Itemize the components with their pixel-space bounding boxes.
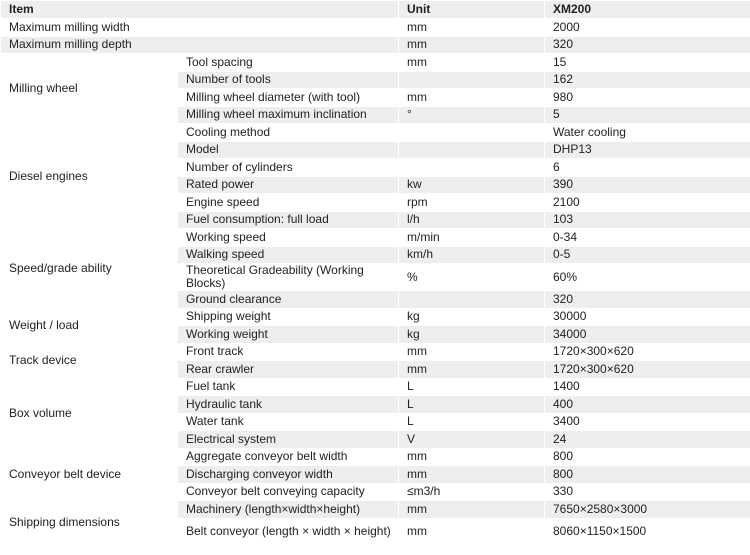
value-cell: 30000 — [545, 308, 750, 326]
param-cell: Rear crawler — [178, 361, 399, 379]
param-cell: Aggregate conveyor belt width — [178, 448, 399, 466]
unit-cell: ≤m3/h — [399, 483, 545, 501]
unit-cell: % — [399, 264, 545, 291]
param-cell: Discharging conveyor width — [178, 466, 399, 484]
param-cell: Tool spacing — [178, 54, 399, 72]
value-cell: 980 — [545, 89, 750, 107]
value-cell: 400 — [545, 396, 750, 414]
value-cell: 34000 — [545, 326, 750, 344]
unit-cell: L — [399, 378, 545, 396]
table-row — [1, 36, 750, 54]
unit-cell: mm — [399, 448, 545, 466]
value-cell: 3400 — [545, 413, 750, 431]
param-cell: Working speed — [178, 229, 399, 247]
unit-cell: mm — [399, 19, 545, 37]
value-cell: 2000 — [545, 19, 750, 37]
param-cell: Belt conveyor (length × width × height) — [178, 518, 399, 545]
param-cell: Shipping weight — [178, 308, 399, 326]
value-cell: 1720×300×620 — [545, 361, 750, 379]
param-cell: Theoretical Gradeability (Working Blocks) — [178, 264, 399, 291]
table-row — [1, 501, 750, 519]
param-cell: Number of cylinders — [178, 159, 399, 177]
unit-cell: rpm — [399, 194, 545, 212]
table-row — [1, 378, 750, 396]
param-cell: Cooling method — [178, 124, 399, 142]
unit-cell — [399, 159, 545, 177]
header-row — [1, 1, 750, 19]
unit-cell: km/h — [399, 246, 545, 264]
param-cell: Conveyor belt conveying capacity — [178, 483, 399, 501]
unit-cell: V — [399, 431, 545, 449]
param-cell: Milling wheel diameter (with tool) — [178, 89, 399, 107]
group-label-track: Track device — [1, 343, 178, 378]
param-cell: Number of tools — [178, 71, 399, 89]
value-cell: 1400 — [545, 378, 750, 396]
group-label-shipping: Shipping dimensions — [1, 501, 178, 546]
param-cell: Hydraulic tank — [178, 396, 399, 414]
param-cell: Rated power — [178, 176, 399, 194]
table-row — [1, 343, 750, 361]
value-cell: DHP13 — [545, 141, 750, 159]
unit-cell: l/h — [399, 211, 545, 229]
value-cell: 1720×300×620 — [545, 343, 750, 361]
unit-cell — [399, 124, 545, 142]
unit-cell: m/min — [399, 229, 545, 247]
unit-cell: kg — [399, 308, 545, 326]
value-cell: 800 — [545, 466, 750, 484]
value-cell: 320 — [545, 291, 750, 309]
value-cell: 6 — [545, 159, 750, 177]
value-cell: 24 — [545, 431, 750, 449]
unit-cell — [399, 141, 545, 159]
table-row — [1, 19, 750, 37]
unit-cell: mm — [399, 466, 545, 484]
header-unit: Unit — [399, 1, 545, 19]
value-cell: 390 — [545, 176, 750, 194]
unit-cell — [399, 291, 545, 309]
unit-cell: L — [399, 396, 545, 414]
unit-cell: kw — [399, 176, 545, 194]
group-label-speed: Speed/grade ability — [1, 229, 178, 309]
group-label-conveyor: Conveyor belt device — [1, 448, 178, 501]
table-row — [1, 448, 750, 466]
header-item: Item — [1, 1, 399, 19]
value-cell: 330 — [545, 483, 750, 501]
param-cell: Walking speed — [178, 246, 399, 264]
value-cell: 5 — [545, 106, 750, 124]
unit-cell: mm — [399, 501, 545, 519]
param-cell: Machinery (length×width×height) — [178, 501, 399, 519]
value-cell: 320 — [545, 36, 750, 54]
param-cell: Model — [178, 141, 399, 159]
unit-cell: L — [399, 413, 545, 431]
unit-cell: mm — [399, 36, 545, 54]
unit-cell: kg — [399, 326, 545, 344]
param-cell: Ground clearance — [178, 291, 399, 309]
table-row — [1, 308, 750, 326]
param-cell: Milling wheel maximum inclination — [178, 106, 399, 124]
table-row — [1, 54, 750, 72]
value-cell: 8060×1150×1500 — [545, 518, 750, 545]
value-cell: Water cooling — [545, 124, 750, 142]
unit-cell: mm — [399, 89, 545, 107]
param-cell: Fuel consumption: full load — [178, 211, 399, 229]
value-cell: 162 — [545, 71, 750, 89]
value-cell: 60% — [545, 264, 750, 291]
unit-cell: mm — [399, 54, 545, 72]
value-cell: 15 — [545, 54, 750, 72]
param-cell: Electrical system — [178, 431, 399, 449]
unit-cell: ° — [399, 106, 545, 124]
param-cell: Working weight — [178, 326, 399, 344]
table-row — [1, 229, 750, 247]
unit-cell — [399, 71, 545, 89]
value-cell: 0-34 — [545, 229, 750, 247]
item-label: Maximum milling depth — [1, 36, 399, 54]
unit-cell: mm — [399, 343, 545, 361]
value-cell: 103 — [545, 211, 750, 229]
param-cell: Fuel tank — [178, 378, 399, 396]
group-label-box-volume: Box volume — [1, 378, 178, 448]
value-cell: 2100 — [545, 194, 750, 212]
value-cell: 7650×2580×3000 — [545, 501, 750, 519]
value-cell: 800 — [545, 448, 750, 466]
param-cell: Water tank — [178, 413, 399, 431]
param-cell: Engine speed — [178, 194, 399, 212]
value-cell: 0-5 — [545, 246, 750, 264]
unit-cell: mm — [399, 361, 545, 379]
unit-cell: mm — [399, 518, 545, 545]
group-label-weight: Weight / load — [1, 308, 178, 343]
table-row — [1, 124, 750, 142]
group-label-milling-wheel: Milling wheel — [1, 54, 178, 124]
param-cell: Front track — [178, 343, 399, 361]
header-model: XM200 — [545, 1, 750, 19]
item-label: Maximum milling width — [1, 19, 399, 37]
group-label-diesel-engines: Diesel engines — [1, 124, 178, 229]
